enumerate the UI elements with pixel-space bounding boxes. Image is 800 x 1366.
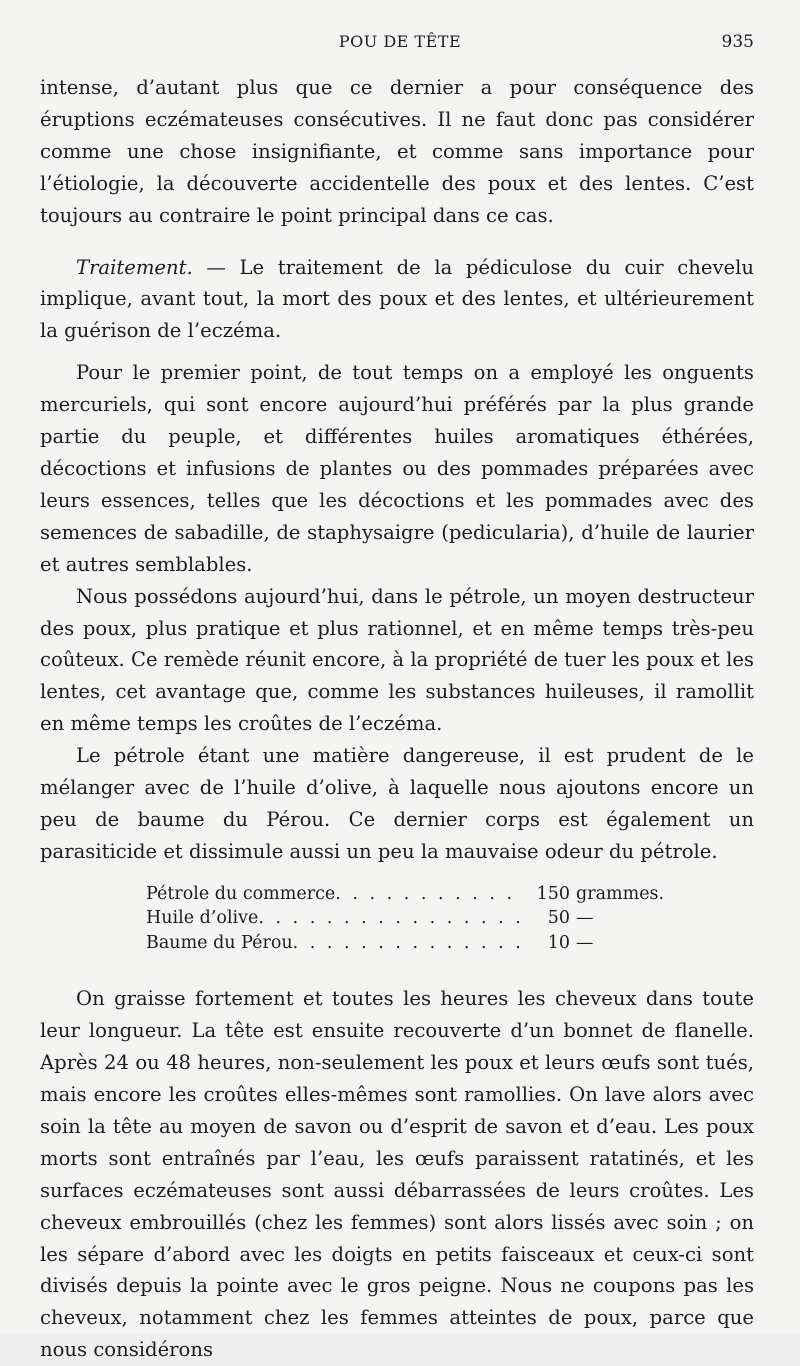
ingredient-quantity: 50	[547, 908, 570, 929]
paragraph-procedure: On graisse fortement et toutes les heures les cheveux dans toute leur longueur. La tête est ensuite recouverte d’un bonnet de flanelle. Après 24 ou 48 heures, non-seulement les poux et leurs œufs sont tués, mais encore les croûtes elles-mêmes sont ramollies. On lave alors avec soin la tête au moyen de savon ou d’esprit de savon et d’eau. Les poux morts sont entraînés par l’eau, les œufs paraissent ratatinés, et les surfaces eczémateuses sont aussi débarrassées de leurs croûtes. Les cheveux embrouillés (chez les femmes) sont alors lissés avec soin ; on les sépare d’abord avec les doigts en petits faisceaux et ceux-ci sont divisés depuis la pointe avec le gros peigne. Nous ne coupons pas les cheveux, notamment chez les femmes atteintes de poux, parce que nous considérons	[40, 987, 754, 1362]
paragraph-treatment	[40, 252, 754, 348]
leader-dots	[335, 882, 520, 907]
section-heading: Traitement.	[76, 255, 193, 279]
page-body	[40, 72, 754, 1366]
recipe-row	[146, 882, 666, 907]
paragraph-first-point: Pour le premier point, de tout temps on a employé les onguents mercuriels, qui sont encore aujourd’hui préférés par la plus grande partie du peuple, et différentes huiles aromatiques éthérées, décoctions et infusions de plantes ou des pommades préparées avec leurs essences, telles que les décoctions et les pommades avec des semences de sabadille, de staphysaigre (pedicularia), d’huile de laurier et autres semblables.	[40, 361, 754, 576]
ingredient-unit: —	[576, 932, 594, 953]
ingredient-quantity: 10	[547, 932, 570, 953]
recipe-row	[146, 931, 666, 956]
treatment-text: — Le traitement de la pédiculose du cuir chevelu implique, avant tout, la mort des poux et des lentes, et ultérieurement la guérison de l’eczéma.	[40, 255, 754, 343]
page-number: 935	[721, 32, 754, 52]
ingredient-name: Baume du Pérou	[146, 932, 293, 953]
ingredient-name: Pétrole du commerce	[146, 883, 336, 904]
recipe-table	[146, 882, 666, 956]
leader-dots	[293, 931, 520, 956]
ingredient-name: Huile d’olive	[146, 908, 259, 929]
ingredient-quantity: 150	[536, 883, 570, 904]
running-title: POU DE TÊTE	[338, 32, 462, 51]
recipe-row	[146, 906, 666, 931]
ingredient-unit: —	[576, 908, 594, 929]
paragraph-petrole: Nous possédons aujourd’hui, dans le pétrole, un moyen destructeur des poux, plus pratique et plus rationnel, et en même temps très-peu coûteux. Ce remède réunit encore, à la propriété de tuer les poux et les lentes, cet avantage que, comme les substances huileuses, il ramollit en même temps les croûtes de l’eczéma.	[40, 584, 754, 736]
paragraph-mixture: Le pétrole étant une matière dangereuse, il est prudent de le mélanger avec de l’huile d’olive, à laquelle nous ajoutons encore un peu de baume du Pérou. Ce dernier corps est également un parasiticide et dissimule aussi un peu la mauvaise odeur du pétrole.	[40, 744, 754, 863]
page-header	[0, 30, 800, 60]
leader-dots	[258, 906, 520, 931]
paragraph-intro: intense, d’autant plus que ce dernier a pour conséquence des éruptions eczémateuses consécutives. Il ne faut donc pas considérer comme une chose insignifiante, et comme sans importance pour l’étiologie, la découverte accidentelle des poux et des lentes. C’est toujours au contraire le point principal dans ce cas.	[40, 76, 754, 227]
ingredient-unit: grammes.	[576, 883, 665, 904]
